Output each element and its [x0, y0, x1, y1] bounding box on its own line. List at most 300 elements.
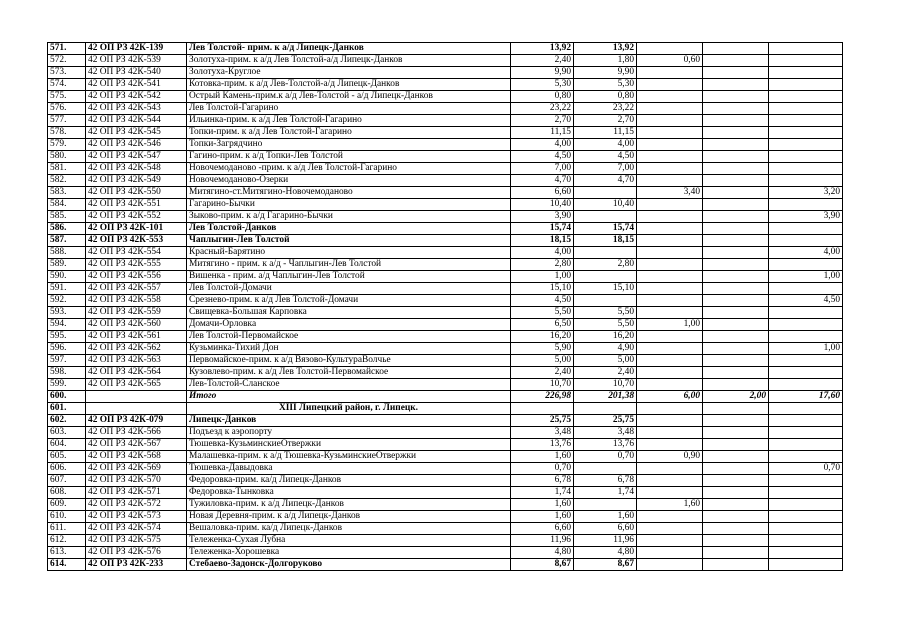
row-number-cell: 595.	[48, 331, 86, 343]
length-col-4-cell	[703, 499, 769, 511]
length-col-2-cell	[574, 187, 637, 199]
length-col-2-cell: 1,74	[574, 487, 637, 499]
table-row	[48, 151, 843, 163]
length-col-5-cell	[769, 487, 843, 499]
row-number-cell: 610.	[48, 511, 86, 523]
table-row	[48, 103, 843, 115]
length-col-2-cell: 3,48	[574, 427, 637, 439]
row-number-cell: 575.	[48, 91, 86, 103]
road-code-cell: 42 ОП РЗ 42К-544	[86, 115, 187, 127]
length-col-4-cell	[703, 235, 769, 247]
length-col-2-cell: 10,70	[574, 379, 637, 391]
length-col-3-cell: 0,60	[637, 55, 703, 67]
length-col-3-cell	[637, 91, 703, 103]
road-name-cell: Гагино-прим. к а/д Топки-Лев Толстой	[187, 151, 511, 163]
length-col-3-cell	[637, 427, 703, 439]
length-col-5-cell	[769, 67, 843, 79]
length-col-5-cell	[769, 163, 843, 175]
length-col-2-cell: 8,67	[574, 559, 637, 571]
table-row	[48, 379, 843, 391]
road-code-cell: 42 ОП РЗ 42К-556	[86, 271, 187, 283]
total-length-cell: 6,60	[511, 523, 574, 535]
total-length-cell: 6,60	[511, 187, 574, 199]
road-name-cell: Лев Толстой-Данков	[187, 223, 511, 235]
total-length-cell: 3,48	[511, 427, 574, 439]
length-col-5-cell	[769, 175, 843, 187]
table-row	[48, 127, 843, 139]
length-col-2-cell: 18,15	[574, 235, 637, 247]
table-row	[48, 223, 843, 235]
length-col-5-cell: 17,60	[769, 391, 843, 403]
road-name-cell: Ильинка-прим. к а/д Лев Толстой-Гагарино	[187, 115, 511, 127]
row-number-cell: 582.	[48, 175, 86, 187]
length-col-4-cell	[703, 283, 769, 295]
road-code-cell: 42 ОП РЗ 42К-569	[86, 463, 187, 475]
length-col-4-cell	[703, 79, 769, 91]
road-code-cell: 42 ОП РЗ 42К-564	[86, 367, 187, 379]
length-col-2-cell: 25,75	[574, 415, 637, 427]
row-number-cell: 596.	[48, 343, 86, 355]
row-number-cell: 605.	[48, 451, 86, 463]
length-col-3-cell	[637, 355, 703, 367]
road-name-cell: Топки-Загрядчино	[187, 139, 511, 151]
length-col-2-cell	[574, 463, 637, 475]
length-col-5-cell	[769, 355, 843, 367]
length-col-5-cell	[769, 451, 843, 463]
road-code-cell: 42 ОП РЗ 42К-546	[86, 139, 187, 151]
total-length-cell: 6,50	[511, 319, 574, 331]
length-col-3-cell	[637, 511, 703, 523]
total-length-cell: 7,00	[511, 163, 574, 175]
length-col-3-cell: 1,00	[637, 319, 703, 331]
row-number-cell: 604.	[48, 439, 86, 451]
road-name-cell: Свищевка-Большая Карповка	[187, 307, 511, 319]
road-code-cell: 42 ОП РЗ 42К-554	[86, 247, 187, 259]
road-name-cell: Топки-прим. к а/д Лев Толстой-Гагарино	[187, 127, 511, 139]
road-name-cell: Вишенка - прим. а/д Чаплыгин-Лев Толстой	[187, 271, 511, 283]
length-col-2-cell: 5,50	[574, 307, 637, 319]
road-code-cell: 42 ОП РЗ 42К-570	[86, 475, 187, 487]
table-row	[48, 259, 843, 271]
length-col-3-cell	[637, 163, 703, 175]
length-col-2-cell: 7,00	[574, 163, 637, 175]
table-row	[48, 535, 843, 547]
road-name-cell: Липецк-Данков	[187, 415, 511, 427]
road-code-cell: 42 ОП РЗ 42К-548	[86, 163, 187, 175]
road-name-cell: Тюшевка-КузьминскиеОтвержки	[187, 439, 511, 451]
road-name-cell: Острый Камень-прим.к а/д Лев-Толстой - а/д Липецк-Данков	[187, 91, 511, 103]
table-row	[48, 367, 843, 379]
road-name-cell: Кузьминка-Тихий Дон	[187, 343, 511, 355]
table-body	[48, 43, 843, 571]
length-col-3-cell	[637, 295, 703, 307]
table-row	[48, 559, 843, 571]
total-length-cell: 4,80	[511, 547, 574, 559]
total-length-cell: 13,76	[511, 439, 574, 451]
length-col-3-cell	[637, 127, 703, 139]
total-length-cell: 1,74	[511, 487, 574, 499]
length-col-5-cell	[769, 91, 843, 103]
table-row	[48, 247, 843, 259]
total-length-cell: 4,00	[511, 247, 574, 259]
length-col-4-cell	[703, 163, 769, 175]
length-col-4-cell	[703, 403, 769, 415]
length-col-4-cell	[703, 43, 769, 55]
length-col-4-cell	[703, 271, 769, 283]
road-name-cell: Стебаево-Задонск-Долгоруково	[187, 559, 511, 571]
length-col-3-cell	[637, 547, 703, 559]
total-row	[48, 391, 843, 403]
road-name-cell: Котовка-прим. к а/д Лев-Толстой-а/д Липецк-Данков	[187, 79, 511, 91]
total-length-cell: 18,15	[511, 235, 574, 247]
row-number-cell: 586.	[48, 223, 86, 235]
length-col-5-cell	[769, 103, 843, 115]
length-col-5-cell	[769, 199, 843, 211]
length-col-2-cell: 1,80	[574, 55, 637, 67]
road-name-cell: Срезнево-прим. к а/д Лев Толстой-Домачи	[187, 295, 511, 307]
length-col-2-cell: 5,30	[574, 79, 637, 91]
road-code-cell: 42 ОП РЗ 42К-560	[86, 319, 187, 331]
row-number-cell: 597.	[48, 355, 86, 367]
length-col-3-cell	[637, 439, 703, 451]
length-col-2-cell: 0,70	[574, 451, 637, 463]
road-code-cell: 42 ОП РЗ 42К-559	[86, 307, 187, 319]
length-col-4-cell	[703, 475, 769, 487]
length-col-5-cell: 4,50	[769, 295, 843, 307]
road-code-cell: 42 ОП РЗ 42К-553	[86, 235, 187, 247]
road-name-cell: Новочемоданово-Озерки	[187, 175, 511, 187]
length-col-4-cell	[703, 259, 769, 271]
length-col-5-cell	[769, 367, 843, 379]
road-code-cell: 42 ОП РЗ 42К-101	[86, 223, 187, 235]
road-name-cell: Новая Деревня-прим. к а/д Липецк-Данков	[187, 511, 511, 523]
road-code-cell: 42 ОП РЗ 42К-545	[86, 127, 187, 139]
length-col-2-cell: 6,78	[574, 475, 637, 487]
row-number-cell: 613.	[48, 547, 86, 559]
road-name-cell: Гагарино-Бычки	[187, 199, 511, 211]
length-col-3-cell	[637, 403, 703, 415]
road-code-cell	[86, 403, 187, 415]
road-name-cell: Тележенка-Сухая Лубна	[187, 535, 511, 547]
road-name-cell: Подъезд к аэропорту	[187, 427, 511, 439]
length-col-2-cell: 13,92	[574, 43, 637, 55]
length-col-3-cell	[637, 247, 703, 259]
table-row	[48, 175, 843, 187]
road-name-cell: Федоровка-прим. ка/д Липецк-Данков	[187, 475, 511, 487]
table-row	[48, 451, 843, 463]
row-number-cell: 601.	[48, 403, 86, 415]
length-col-2-cell	[574, 247, 637, 259]
row-number-cell: 612.	[48, 535, 86, 547]
table-row	[48, 295, 843, 307]
road-code-cell: 42 ОП РЗ 42К-233	[86, 559, 187, 571]
total-length-cell	[511, 403, 574, 415]
table-row	[48, 463, 843, 475]
road-name-cell: Лев Толстой- прим. к а/д Липецк-Данков	[187, 43, 511, 55]
row-number-cell: 578.	[48, 127, 86, 139]
road-name-cell: Новочемоданово -прим. к а/д Лев Толстой-Гагарино	[187, 163, 511, 175]
total-length-cell: 4,00	[511, 139, 574, 151]
length-col-4-cell	[703, 103, 769, 115]
road-code-cell: 42 ОП РЗ 42К-576	[86, 547, 187, 559]
row-number-cell: 585.	[48, 211, 86, 223]
total-length-cell: 4,50	[511, 295, 574, 307]
road-code-cell: 42 ОП РЗ 42К-539	[86, 55, 187, 67]
length-col-2-cell: 5,50	[574, 319, 637, 331]
length-col-5-cell	[769, 511, 843, 523]
length-col-5-cell	[769, 115, 843, 127]
table-row	[48, 499, 843, 511]
road-code-cell: 42 ОП РЗ 42К-139	[86, 43, 187, 55]
length-col-2-cell: 15,10	[574, 283, 637, 295]
length-col-4-cell	[703, 211, 769, 223]
length-col-5-cell	[769, 55, 843, 67]
row-number-cell: 581.	[48, 163, 86, 175]
length-col-4-cell	[703, 547, 769, 559]
length-col-4-cell	[703, 535, 769, 547]
length-col-4-cell	[703, 379, 769, 391]
table-row	[48, 67, 843, 79]
length-col-5-cell	[769, 475, 843, 487]
length-col-5-cell	[769, 499, 843, 511]
row-number-cell: 584.	[48, 199, 86, 211]
length-col-2-cell: 4,00	[574, 139, 637, 151]
table-row	[48, 523, 843, 535]
length-col-3-cell	[637, 151, 703, 163]
road-code-cell: 42 ОП РЗ 42К-565	[86, 379, 187, 391]
road-code-cell: 42 ОП РЗ 42К-562	[86, 343, 187, 355]
row-number-cell: 602.	[48, 415, 86, 427]
length-col-3-cell	[637, 523, 703, 535]
row-number-cell: 576.	[48, 103, 86, 115]
row-number-cell: 600.	[48, 391, 86, 403]
table-row	[48, 319, 843, 331]
length-col-3-cell: 3,40	[637, 187, 703, 199]
road-name-cell: Чаплыгин-Лев Толстой	[187, 235, 511, 247]
row-number-cell: 593.	[48, 307, 86, 319]
length-col-4-cell	[703, 247, 769, 259]
table-row	[48, 139, 843, 151]
length-col-3-cell	[637, 139, 703, 151]
length-col-2-cell: 5,00	[574, 355, 637, 367]
total-length-cell: 1,60	[511, 511, 574, 523]
road-name-cell: Лев Толстой-Домачи	[187, 283, 511, 295]
total-length-cell: 2,80	[511, 259, 574, 271]
length-col-4-cell	[703, 367, 769, 379]
road-code-cell: 42 ОП РЗ 42К-558	[86, 295, 187, 307]
road-code-cell: 42 ОП РЗ 42К-575	[86, 535, 187, 547]
length-col-2-cell: 4,80	[574, 547, 637, 559]
table-row	[48, 475, 843, 487]
length-col-2-cell: 2,70	[574, 115, 637, 127]
total-length-cell: 5,30	[511, 79, 574, 91]
total-length-cell: 23,22	[511, 103, 574, 115]
length-col-2-cell	[574, 271, 637, 283]
road-code-cell: 42 ОП РЗ 42К-541	[86, 79, 187, 91]
length-col-5-cell	[769, 439, 843, 451]
length-col-5-cell	[769, 43, 843, 55]
table-row	[48, 55, 843, 67]
length-col-4-cell	[703, 307, 769, 319]
table-row	[48, 43, 843, 55]
length-col-3-cell	[637, 559, 703, 571]
road-code-cell: 42 ОП РЗ 42К-573	[86, 511, 187, 523]
length-col-4-cell	[703, 331, 769, 343]
length-col-4-cell	[703, 319, 769, 331]
length-col-2-cell	[574, 295, 637, 307]
length-col-5-cell: 1,00	[769, 271, 843, 283]
length-col-2-cell: 4,90	[574, 343, 637, 355]
table-row	[48, 331, 843, 343]
road-name-cell: Золотуха-Круглое	[187, 67, 511, 79]
length-col-2-cell: 10,40	[574, 199, 637, 211]
length-col-2-cell: 11,15	[574, 127, 637, 139]
length-col-5-cell	[769, 283, 843, 295]
length-col-2-cell: 1,60	[574, 511, 637, 523]
total-length-cell: 0,80	[511, 91, 574, 103]
length-col-3-cell	[637, 535, 703, 547]
road-name-cell: Митягино - прим. к а/д - Чаплыгин-Лев Толстой	[187, 259, 511, 271]
length-col-4-cell	[703, 67, 769, 79]
length-col-4-cell	[703, 115, 769, 127]
length-col-2-cell: 6,60	[574, 523, 637, 535]
length-col-5-cell	[769, 559, 843, 571]
road-name-cell: Лев-Толстой-Сланское	[187, 379, 511, 391]
length-col-5-cell: 3,20	[769, 187, 843, 199]
road-name-cell: Лев Толстой-Гагарино	[187, 103, 511, 115]
road-name-cell: Митягино-ст.Митягино-Новочемоданово	[187, 187, 511, 199]
road-code-cell	[86, 391, 187, 403]
table-row	[48, 307, 843, 319]
length-col-3-cell	[637, 211, 703, 223]
table-row	[48, 439, 843, 451]
total-length-cell: 10,70	[511, 379, 574, 391]
length-col-4-cell: 2,00	[703, 391, 769, 403]
row-number-cell: 591.	[48, 283, 86, 295]
row-number-cell: 573.	[48, 67, 86, 79]
table-row	[48, 163, 843, 175]
road-name-cell: Зыково-прим. к а/д Гагарино-Бычки	[187, 211, 511, 223]
row-number-cell: 572.	[48, 55, 86, 67]
length-col-5-cell	[769, 415, 843, 427]
length-col-3-cell	[637, 43, 703, 55]
length-col-5-cell	[769, 319, 843, 331]
road-code-cell: 42 ОП РЗ 42К-557	[86, 283, 187, 295]
total-length-cell: 0,70	[511, 463, 574, 475]
length-col-3-cell	[637, 235, 703, 247]
row-number-cell: 608.	[48, 487, 86, 499]
length-col-5-cell	[769, 79, 843, 91]
length-col-4-cell	[703, 295, 769, 307]
total-length-cell: 11,15	[511, 127, 574, 139]
road-name-cell: Тужиловка-прим. к а/д Липецк-Данков	[187, 499, 511, 511]
row-number-cell: 587.	[48, 235, 86, 247]
road-name-cell: Лев Толстой-Первомайское	[187, 331, 511, 343]
road-name-cell: Итого	[187, 391, 511, 403]
length-col-2-cell: 13,76	[574, 439, 637, 451]
length-col-3-cell	[637, 331, 703, 343]
row-number-cell: 599.	[48, 379, 86, 391]
length-col-4-cell	[703, 463, 769, 475]
total-length-cell: 1,00	[511, 271, 574, 283]
road-code-cell: 42 ОП РЗ 42К-561	[86, 331, 187, 343]
road-code-cell: 42 ОП РЗ 42К-572	[86, 499, 187, 511]
length-col-5-cell	[769, 151, 843, 163]
row-number-cell: 598.	[48, 367, 86, 379]
total-length-cell: 15,10	[511, 283, 574, 295]
row-number-cell: 579.	[48, 139, 86, 151]
length-col-3-cell	[637, 103, 703, 115]
length-col-4-cell	[703, 523, 769, 535]
length-col-2-cell: 11,96	[574, 535, 637, 547]
total-length-cell: 4,70	[511, 175, 574, 187]
total-length-cell: 8,67	[511, 559, 574, 571]
length-col-3-cell	[637, 415, 703, 427]
row-number-cell: 592.	[48, 295, 86, 307]
length-col-4-cell	[703, 91, 769, 103]
length-col-4-cell	[703, 451, 769, 463]
length-col-5-cell	[769, 535, 843, 547]
total-length-cell: 5,90	[511, 343, 574, 355]
length-col-5-cell	[769, 307, 843, 319]
length-col-5-cell: 1,00	[769, 343, 843, 355]
road-name-cell: Домачи-Орловка	[187, 319, 511, 331]
length-col-4-cell	[703, 223, 769, 235]
total-length-cell: 5,00	[511, 355, 574, 367]
table-row	[48, 211, 843, 223]
length-col-3-cell	[637, 115, 703, 127]
length-col-5-cell	[769, 127, 843, 139]
length-col-4-cell	[703, 187, 769, 199]
length-col-2-cell: 15,74	[574, 223, 637, 235]
total-length-cell: 1,60	[511, 451, 574, 463]
length-col-3-cell	[637, 343, 703, 355]
table-row	[48, 283, 843, 295]
table-row	[48, 547, 843, 559]
total-length-cell: 13,92	[511, 43, 574, 55]
length-col-5-cell	[769, 235, 843, 247]
total-length-cell: 25,75	[511, 415, 574, 427]
length-col-3-cell: 6,00	[637, 391, 703, 403]
length-col-2-cell: 23,22	[574, 103, 637, 115]
length-col-4-cell	[703, 559, 769, 571]
length-col-2-cell: 4,50	[574, 151, 637, 163]
row-number-cell: 609.	[48, 499, 86, 511]
road-code-cell: 42 ОП РЗ 42К-540	[86, 67, 187, 79]
length-col-3-cell	[637, 79, 703, 91]
row-number-cell: 606.	[48, 463, 86, 475]
table-row	[48, 343, 843, 355]
length-col-4-cell	[703, 127, 769, 139]
total-length-cell: 5,50	[511, 307, 574, 319]
total-length-cell: 2,40	[511, 55, 574, 67]
length-col-2-cell: 2,40	[574, 367, 637, 379]
length-col-3-cell	[637, 367, 703, 379]
road-name-cell: Первомайское-прим. к а/д Вязово-КультураВолчье	[187, 355, 511, 367]
table-row	[48, 487, 843, 499]
road-name-cell: XIII Липецкий район, г. Липецк.	[187, 403, 511, 415]
road-code-cell: 42 ОП РЗ 42К-555	[86, 259, 187, 271]
length-col-5-cell: 0,70	[769, 463, 843, 475]
length-col-3-cell	[637, 199, 703, 211]
length-col-3-cell: 1,60	[637, 499, 703, 511]
length-col-2-cell: 16,20	[574, 331, 637, 343]
length-col-3-cell	[637, 283, 703, 295]
table-row	[48, 427, 843, 439]
length-col-4-cell	[703, 175, 769, 187]
road-code-cell: 42 ОП РЗ 42К-550	[86, 187, 187, 199]
roads-table	[47, 42, 843, 571]
